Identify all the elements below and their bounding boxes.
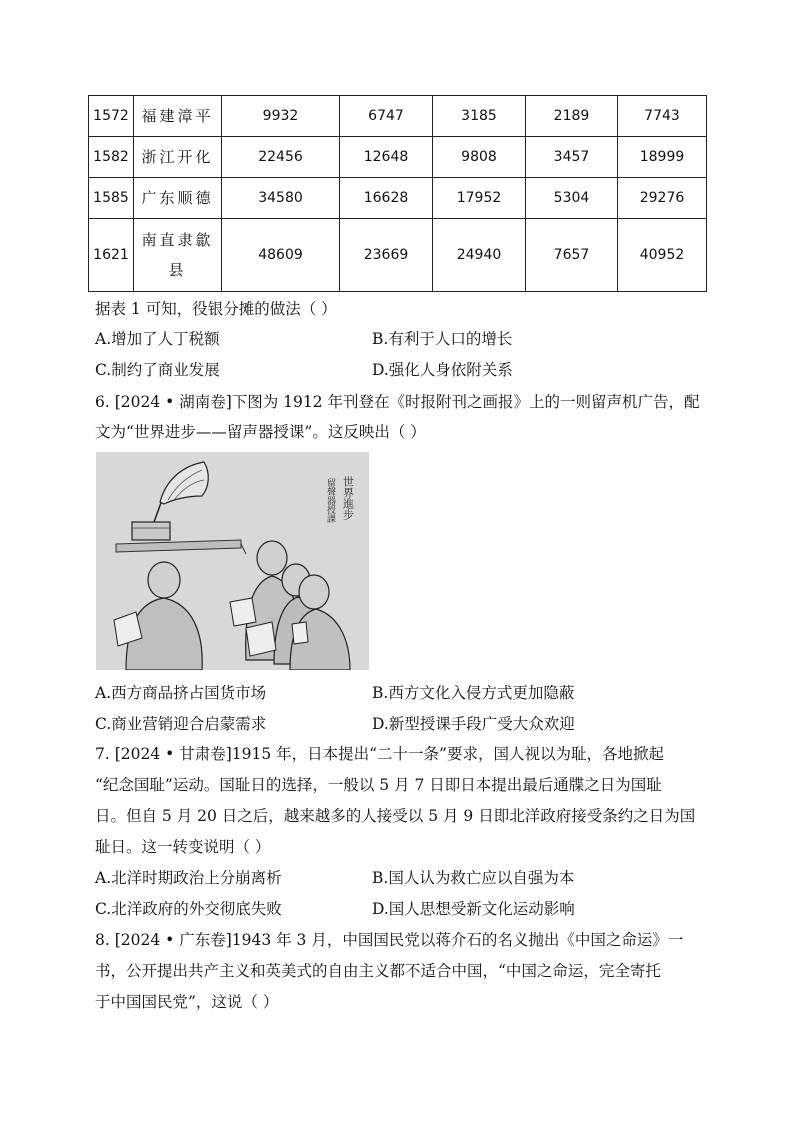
table-cell-place: 浙江开化 (134, 137, 222, 178)
table-cell-c1: 34580 (222, 178, 340, 219)
table-cell-c5: 29276 (618, 178, 707, 219)
q8-line-3: 于中国国民党”，这说（ ） (95, 993, 279, 1011)
q5-option-b[interactable]: B.有利于人口的增长 (372, 330, 513, 348)
table-cell-c3: 3185 (433, 96, 526, 137)
table-cell-place: 南直隶歙县 (134, 219, 222, 292)
table-cell-c1: 9932 (222, 96, 340, 137)
q7-option-d[interactable]: D.国人思想受新文化运动影响 (372, 900, 575, 918)
table-cell-c4: 5304 (526, 178, 618, 219)
q5-option-a[interactable]: A.增加了人丁税额 (95, 330, 220, 348)
data-table (88, 95, 707, 292)
table-row (89, 219, 707, 292)
table-row (89, 96, 707, 137)
q6-line-2: 文为“世界进步——留声器授课”。这反映出（ ） (95, 423, 426, 441)
q6-option-d[interactable]: D.新型授课手段广受大众欢迎 (372, 715, 575, 733)
table-cell-c4: 2189 (526, 96, 618, 137)
q7-option-a[interactable]: A.北洋时期政治上分崩离析 (95, 869, 282, 887)
table-cell-c1: 22456 (222, 137, 340, 178)
phonograph-advertisement-image (96, 452, 369, 670)
q7-line-3: 日。但自 5 月 20 日之后，越来越多的人接受以 5 月 9 日即北洋政府接受条约之日为国 (95, 807, 696, 825)
table-cell-c4: 7657 (526, 219, 618, 292)
q5-option-c[interactable]: C.制约了商业发展 (95, 361, 220, 379)
q7-option-b[interactable]: B.国人认为救亡应以自强为本 (372, 869, 575, 887)
table-cell-c4: 3457 (526, 137, 618, 178)
table-cell-c2: 12648 (340, 137, 433, 178)
table-cell-year: 1585 (89, 178, 134, 219)
figure-caption-2: 留聲器授課 (325, 478, 335, 523)
table-cell-c3: 24940 (433, 219, 526, 292)
table-cell-c2: 16628 (340, 178, 433, 219)
table-cell-c3: 17952 (433, 178, 526, 219)
q5-stem: 据表 1 可知，役银分摊的做法（ ） (95, 300, 337, 318)
table-cell-year: 1621 (89, 219, 134, 292)
figure-caption-1: 世界進步 (341, 476, 355, 520)
table-cell-place: 广东顺德 (134, 178, 222, 219)
q8-line-2: 书，公开提出共产主义和英美式的自由主义都不适合中国，“中国之命运，完全寄托 (95, 962, 661, 980)
q6-option-b[interactable]: B.西方文化入侵方式更加隐蔽 (372, 684, 575, 702)
q7-line-2: “纪念国耻”运动。国耻日的选择，一般以 5 月 7 日即日本提出最后通牒之日为国耻 (95, 776, 662, 794)
table-cell-c5: 18999 (618, 137, 707, 178)
table-cell-c3: 9808 (433, 137, 526, 178)
table-cell-c2: 23669 (340, 219, 433, 292)
table-cell-c1: 48609 (222, 219, 340, 292)
q6-option-a[interactable]: A.西方商品挤占国货市场 (95, 684, 267, 702)
table-cell-place: 福建漳平 (134, 96, 222, 137)
table-cell-c5: 7743 (618, 96, 707, 137)
q8-line-1: 8. [2024 • 广东卷]1943 年 3 月，中国国民党以蒋介石的名义抛出《中国之命运》一 (95, 931, 684, 949)
table-cell-c2: 6747 (340, 96, 433, 137)
table-cell-c5: 40952 (618, 219, 707, 292)
q7-line-4: 耻日。这一转变说明（ ） (95, 838, 271, 856)
q5-option-d[interactable]: D.强化人身依附关系 (372, 361, 513, 379)
q6-line-1: 6. [2024 • 湖南卷]下图为 1912 年刊登在《时报附刊之画报》上的一则留声机广告，配 (95, 393, 700, 411)
table-row (89, 137, 707, 178)
table-row (89, 178, 707, 219)
q7-option-c[interactable]: C.北洋政府的外交彻底失败 (95, 900, 282, 918)
q6-option-c[interactable]: C.商业营销迎合启蒙需求 (95, 715, 267, 733)
table-cell-year: 1572 (89, 96, 134, 137)
q7-line-1: 7. [2024 • 甘肃卷]1915 年，日本提出“二十一条”要求，国人视以为耻，各地掀起 (95, 745, 664, 763)
table-cell-year: 1582 (89, 137, 134, 178)
